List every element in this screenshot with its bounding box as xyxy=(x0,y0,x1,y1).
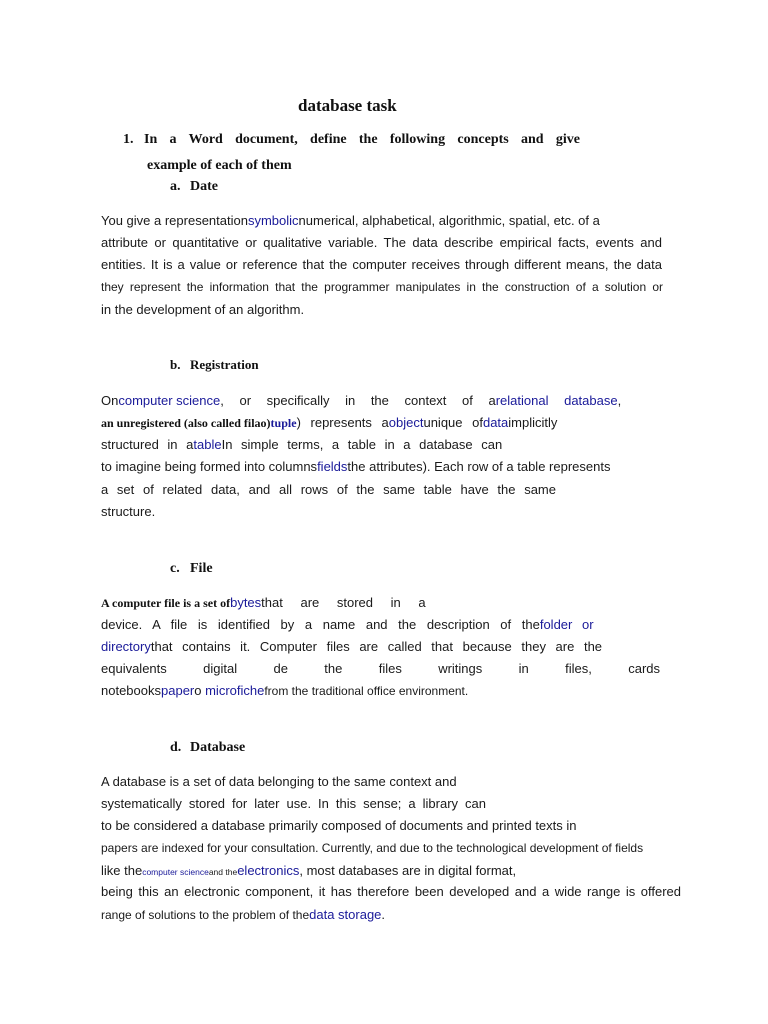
text-run: that contains it. Computer files are called that because they are the xyxy=(150,639,603,654)
database-line-6: being this an electronic component, it has therefore been developed and a wide range is offered xyxy=(101,884,681,899)
file-line-4: equivalents digital de the files writings in files, cards xyxy=(101,661,660,676)
link-directory[interactable]: directory xyxy=(101,639,151,654)
question-number: 1. xyxy=(123,132,134,147)
text-run: implicitly xyxy=(508,415,558,430)
registration-line-3 xyxy=(101,436,502,454)
section-letter: d. xyxy=(170,740,182,755)
text-run: to imagine being formed into columns xyxy=(101,459,318,474)
question-line-1: In a Word document, define the following concepts and give xyxy=(144,132,580,147)
date-paragraph-line-3: entities. It is a value or reference that the computer receives through different means, the data xyxy=(101,257,662,272)
text-run: an unregistered (also called filao) xyxy=(101,416,271,430)
database-line-2: systematically stored for later use. In this sense; a library can xyxy=(101,796,486,811)
text-run: o xyxy=(194,683,202,698)
registration-line-4 xyxy=(101,458,610,476)
registration-line-2 xyxy=(101,414,557,432)
section-title: File xyxy=(190,561,213,576)
section-letter: c. xyxy=(170,561,180,576)
link-tuple[interactable]: tuple xyxy=(270,416,297,430)
text-run: On xyxy=(101,393,119,408)
section-heading-date xyxy=(170,179,218,195)
link-bytes[interactable]: bytes xyxy=(230,595,262,610)
registration-line-5: a set of related data, and all rows of the same table have the same xyxy=(101,482,556,497)
text-run: device. A file is identified by a name and the description of the xyxy=(101,617,540,632)
text-run: notebooks xyxy=(101,683,161,698)
link-data[interactable]: data xyxy=(482,415,509,430)
link-object[interactable]: object xyxy=(388,415,424,430)
text-run: , or specifically in the context of a xyxy=(220,393,496,408)
text-run: unique of xyxy=(423,415,483,430)
link-electronics[interactable]: electronics xyxy=(237,863,300,878)
link-computer-science[interactable]: computer science xyxy=(142,867,209,877)
text-run: range of solutions to the problem of the xyxy=(101,908,310,922)
registration-line-1 xyxy=(101,392,622,410)
link-symbolic[interactable]: symbolic xyxy=(247,213,299,228)
date-paragraph-line-4: they represent the information that the programmer manipulates in the construction of a solution or xyxy=(101,280,663,294)
date-paragraph-line-5: in the development of an algorithm. xyxy=(101,302,305,317)
section-title: Database xyxy=(190,740,246,755)
link-relational-database[interactable]: relational database xyxy=(495,393,618,408)
section-title: Date xyxy=(190,179,218,194)
link-table[interactable]: table xyxy=(193,437,222,452)
link-data-storage[interactable]: data storage xyxy=(309,907,382,922)
link-fields[interactable]: fields xyxy=(317,459,348,474)
date-paragraph-line-1 xyxy=(101,212,600,230)
question-line-2: example of each of them xyxy=(147,158,292,173)
section-letter: a. xyxy=(170,179,181,194)
section-heading-registration xyxy=(170,357,259,373)
registration-line-6: structure. xyxy=(101,504,156,519)
section-letter: b. xyxy=(170,357,181,372)
file-line-3 xyxy=(101,638,602,656)
database-line-3: to be considered a database primarily composed of documents and printed texts in xyxy=(101,818,577,833)
database-line-7 xyxy=(101,906,385,924)
section-title: Registration xyxy=(190,357,259,372)
text-run: structured in a xyxy=(101,437,194,452)
database-line-5 xyxy=(101,862,516,881)
text-run: A computer file is a set of xyxy=(101,596,231,610)
link-computer-science[interactable]: computer science xyxy=(118,393,221,408)
text-run: ) represents a xyxy=(296,415,389,430)
text-run: like the xyxy=(101,863,143,878)
text-run: , most databases are in digital format, xyxy=(299,863,517,878)
text-run: In simple terms, a table in a database can xyxy=(221,437,503,452)
link-paper[interactable]: paper xyxy=(161,683,195,698)
file-line-5 xyxy=(101,682,468,700)
database-line-1: A database is a set of data belonging to the same context and xyxy=(101,774,457,789)
text-run: that are stored in a xyxy=(261,595,426,610)
text-run: You give a representation xyxy=(101,213,248,228)
date-paragraph-line-2: attribute or quantitative or qualitative variable. The data describe empirical facts, events and xyxy=(101,235,662,250)
text-run: and the xyxy=(208,867,238,877)
text-run: , xyxy=(617,393,622,408)
text-run: numerical, alphabetical, algorithmic, spatial, etc. of a xyxy=(298,213,600,228)
section-heading-file xyxy=(170,561,213,577)
file-line-2 xyxy=(101,616,594,634)
link-folder-or[interactable]: folder or xyxy=(539,617,594,632)
document-title: database task xyxy=(298,96,397,115)
database-line-4: papers are indexed for your consultation. Currently, and due to the technological development of fields xyxy=(101,841,644,855)
text-run: . xyxy=(381,907,386,922)
link-microfiche[interactable]: microfiche xyxy=(201,683,265,698)
text-run: from the traditional office environment. xyxy=(264,684,469,698)
text-run: the attributes). Each row of a table represents xyxy=(347,459,611,474)
file-line-1 xyxy=(101,594,426,612)
section-heading-database xyxy=(170,740,245,756)
